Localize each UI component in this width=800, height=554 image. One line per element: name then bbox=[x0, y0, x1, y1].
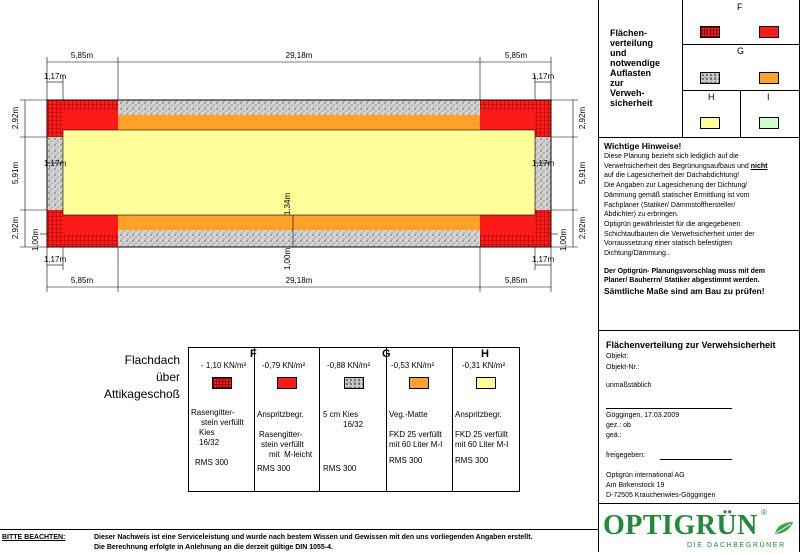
yellow-center bbox=[63, 130, 535, 215]
panel-swatch-i bbox=[759, 117, 779, 129]
load-f2: -0,79 KN/m² bbox=[262, 361, 306, 370]
dim-right-bot: 2,92m bbox=[578, 216, 587, 240]
dim-bot-corner-l: 1,17m bbox=[43, 255, 67, 264]
desc-g2: Veg.-Matte FKD 25 verfüllt mit 60 Liter M-I RMS 300 bbox=[389, 410, 443, 465]
desc-g1: 5 cm Kies 16/32 RMS 300 bbox=[323, 410, 364, 473]
footer-line-2: Die Berechnung erfolgte in Anlehnung an die derzeit gültige DIN 1055-4. bbox=[94, 544, 333, 551]
panel-legend-title: Flächen- verteilung und notwendige Auflasten zur Verweh- sicherheit bbox=[610, 28, 660, 108]
panel-swatch-f2 bbox=[759, 26, 779, 38]
dim-left-mid: 5,91m bbox=[11, 161, 20, 185]
dim-left-bot: 2,92m bbox=[11, 216, 20, 240]
address-block: Optigrün international AG Am Birkenstock 19 D-72505 Krauchenwies-Göggingen bbox=[606, 472, 716, 499]
place-date: Göggingen, 17.03.2009 bbox=[606, 412, 680, 419]
logo-registered: ® bbox=[761, 508, 767, 517]
dim-top-mid: 29,18m bbox=[285, 51, 313, 60]
objekt-label: Objekt: bbox=[606, 353, 629, 360]
dim-bot-left: 5,85m bbox=[70, 276, 94, 285]
panel-group-i: I bbox=[767, 92, 770, 102]
dim-inner-left: 1,17m bbox=[43, 159, 67, 168]
notice-nicht: nicht bbox=[750, 162, 768, 170]
logo-subtitle: DIE DACHBEGRÜNER bbox=[687, 542, 786, 549]
objekt-nr-label: Objekt-Nr.: bbox=[606, 364, 640, 371]
panel-group-g: G bbox=[737, 46, 745, 56]
desc-f1: Rasengitter- stein verfüllt Kies 16/32 RMS 300 bbox=[191, 408, 244, 467]
swatch-f2-red bbox=[277, 377, 297, 389]
bottom-hatch-right bbox=[480, 234, 551, 247]
dim-top-left: 5,85m bbox=[70, 51, 94, 60]
panel-group-f: F bbox=[737, 2, 743, 12]
load-f1: - 1,10 KN/m² bbox=[201, 361, 247, 370]
group-g-label: G bbox=[382, 348, 391, 360]
panel-swatch-f1 bbox=[700, 26, 720, 38]
notice-title: Wichtige Hinweise! bbox=[604, 141, 682, 151]
bottom-hatch-left bbox=[47, 234, 118, 247]
top-hatch-left bbox=[47, 100, 118, 110]
swatch-g1-gravel bbox=[344, 377, 364, 389]
drawing-title bbox=[100, 352, 180, 403]
top-hatch-right bbox=[480, 100, 551, 110]
dim-corner-tl: 1,17m bbox=[43, 72, 67, 81]
dim-center-v2: 1,00m bbox=[283, 247, 292, 271]
dim-bot-corner-r: 1,17m bbox=[531, 255, 555, 264]
roof-plan-drawing bbox=[0, 0, 598, 300]
title-line-1: Flachdach bbox=[124, 353, 180, 367]
load-h: -0,31 KN/m² bbox=[462, 361, 506, 370]
footer-label: BITTE BEACHTEN: bbox=[2, 534, 66, 541]
dim-right-small: 1,00m bbox=[559, 228, 568, 252]
footer-line-1: Dieser Nachweis ist eine Serviceleistung und wurde nach bestem Wissen und Gewissen mit den uns vorliegenden Angaben erstellt. bbox=[94, 534, 533, 541]
scale-label: unmaßstäblich bbox=[606, 382, 652, 389]
freigegeben-label: freigegeben: bbox=[606, 452, 645, 459]
legend-table bbox=[188, 347, 520, 492]
dim-right-top: 2,92m bbox=[578, 106, 587, 130]
orange-strip-top bbox=[118, 115, 480, 130]
logo-text: OPTIGRÜN bbox=[603, 510, 758, 541]
dim-corner-tr: 1,17m bbox=[531, 72, 555, 81]
orange-strip-bottom bbox=[118, 215, 480, 230]
dim-bot-right: 5,85m bbox=[504, 276, 528, 285]
gez-label: gez.: ob bbox=[606, 422, 631, 429]
panel-swatch-h bbox=[700, 117, 720, 129]
doc-title: Flächenverteilung zur Verwehsicherheit bbox=[606, 340, 776, 350]
dim-top-right: 5,85m bbox=[504, 51, 528, 60]
gea-label: geä.: bbox=[606, 432, 622, 439]
panel-group-h: H bbox=[708, 92, 715, 102]
swatch-g2-orange bbox=[409, 377, 429, 389]
load-g1: -0,88 KN/m² bbox=[327, 361, 371, 370]
group-f-label: F bbox=[250, 348, 257, 360]
dim-right-mid: 5,91m bbox=[578, 161, 587, 185]
panel-swatch-g1 bbox=[700, 72, 720, 84]
title-line-2: über Attikageschoß bbox=[103, 370, 180, 401]
dim-center-v: 1,34m bbox=[283, 192, 292, 216]
panel-swatch-g2 bbox=[759, 72, 779, 84]
notice-block: Wichtige Hinweise! Diese Planung bezieht sich lediglich auf die Verwehsicherheit des Begrünungsaufbaus und nicht auf die Lagesicherheit der Dachabdichtung! Die Angaben zur Lagesicherung der Dichtung/ Dämmung gemäß statischer Ermittlung ist vom Fachplaner (Statiker/ Dämmstoffhersteller/ Abdichter) zu erbringen. Optigrün gewährleistet für die angegebenen Schichtaufbauten die Verwehsicherheit unter der Vorraussetzung einer statisch befestigten Dichtung/Dämmung.. Der Optigrün- Planungsvorschlag muss mit dem Planer/ Bauherrn/ Statiker abgestimmt werden. Sämtliche Maße sind am Bau zu prüfen! bbox=[604, 141, 796, 297]
dim-bot-mid: 29,18m bbox=[285, 276, 313, 285]
desc-f2: Anspritzbegr. Rasengitter- stein verfüllt mit M-leicht RMS 300 bbox=[257, 410, 313, 473]
swatch-h-yellow bbox=[476, 377, 496, 389]
group-h-label: H bbox=[481, 348, 489, 360]
desc-h: Anspritzbegr. FKD 25 verfüllt mit 60 Liter M-I RMS 300 bbox=[455, 410, 509, 465]
swatch-f1-hatched-red bbox=[212, 377, 232, 389]
dim-left-small: 1,00m bbox=[31, 228, 40, 252]
dim-inner-right: 1,17m bbox=[531, 159, 555, 168]
dim-left-top: 2,92m bbox=[11, 106, 20, 130]
optigruen-logo bbox=[603, 508, 799, 552]
load-g2: -0,53 KN/m² bbox=[391, 361, 435, 370]
leaf-icon bbox=[773, 520, 795, 536]
